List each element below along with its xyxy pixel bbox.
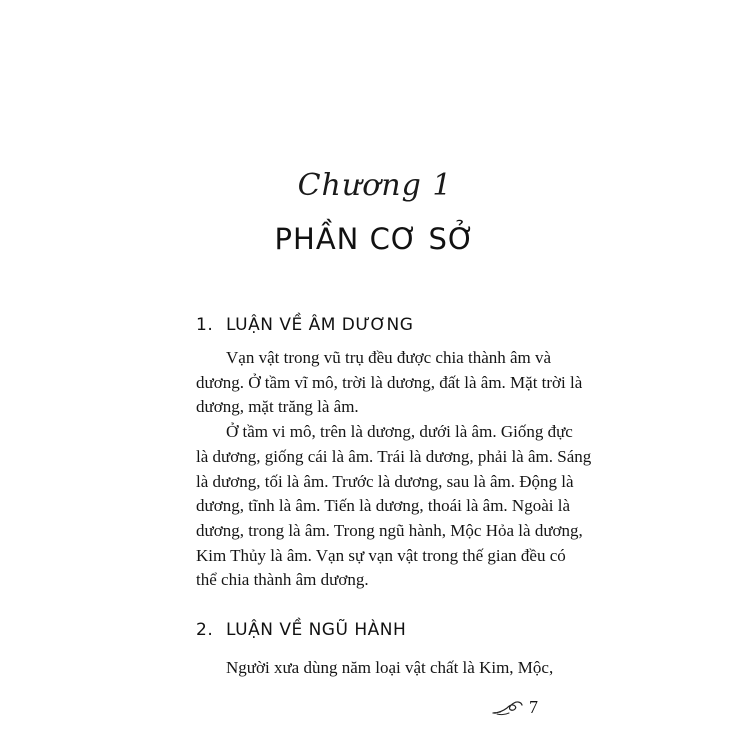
page-footer bbox=[491, 696, 538, 718]
page-number: 7 bbox=[529, 696, 538, 717]
paragraph bbox=[196, 420, 592, 593]
text-line: là dương, giống cái là âm. Trái là dương, phải là âm. Sáng bbox=[196, 446, 592, 466]
paragraph bbox=[196, 346, 583, 420]
text-line: Kim Thủy là âm. Vạn sự vạn vật trong thế gian đều có bbox=[196, 545, 566, 565]
section-1-body bbox=[196, 346, 592, 593]
section-2-body bbox=[196, 656, 556, 681]
section-title: LUẬN VỀ NGŨ HÀNH bbox=[226, 620, 407, 640]
text-line: Vạn vật trong vũ trụ đều được chia thành âm và bbox=[226, 348, 552, 367]
flourish-ornament-icon bbox=[491, 696, 525, 718]
section-number: 1. bbox=[196, 315, 214, 335]
section-title: LUẬN VỀ ÂM DƯƠNG bbox=[226, 315, 414, 335]
text-line: Người xưa dùng năm loại vật chất là Kim, Mộc, bbox=[226, 658, 554, 677]
text-line: dương, mặt trăng là âm. bbox=[196, 397, 359, 417]
text-line: Ở tầm vi mô, trên là dương, dưới là âm. Giống đực bbox=[226, 422, 573, 442]
section-heading-2 bbox=[196, 620, 406, 640]
section-number: 2. bbox=[196, 620, 214, 640]
section-heading-1 bbox=[196, 315, 413, 335]
text-line: là dương, tối là âm. Trước là dương, sau là âm. Động là bbox=[196, 471, 574, 491]
text-line: dương, trong là âm. Trong ngũ hành, Mộc Hỏa là dương, bbox=[196, 520, 583, 540]
text-line: thể chia thành âm dương. bbox=[196, 570, 369, 590]
chapter-label: Chương 1 bbox=[297, 168, 453, 203]
text-line: dương. Ở tầm vĩ mô, trời là dương, đất là âm. Mặt trời là bbox=[196, 372, 583, 392]
chapter-title: PHẦN CƠ SỞ bbox=[274, 222, 476, 256]
text-line: dương, tĩnh là âm. Tiến là dương, thoái là âm. Ngoài là bbox=[196, 496, 570, 516]
paragraph bbox=[196, 656, 556, 681]
